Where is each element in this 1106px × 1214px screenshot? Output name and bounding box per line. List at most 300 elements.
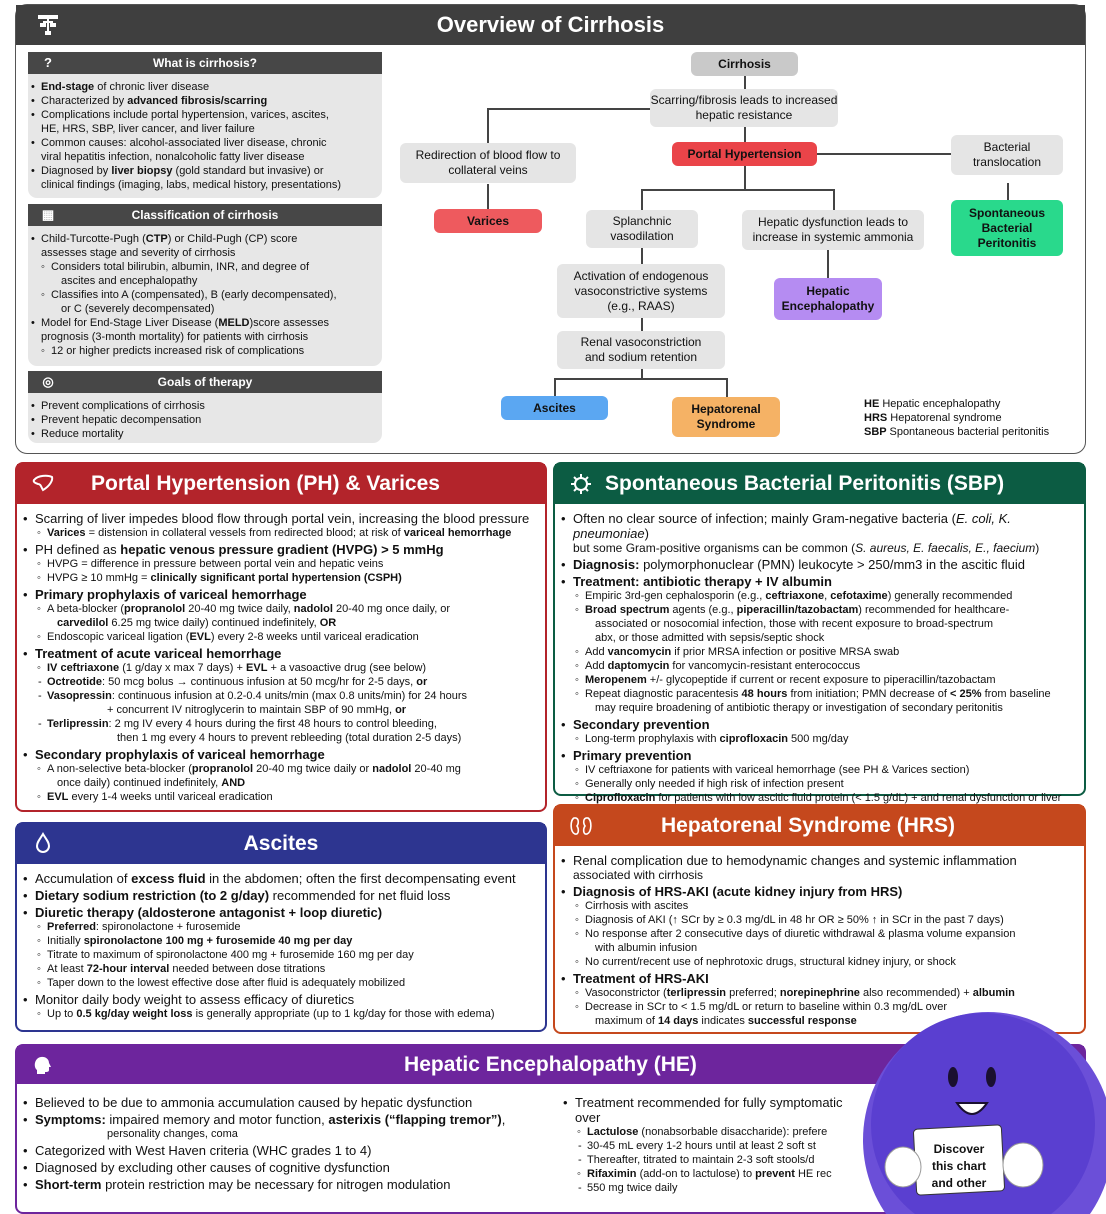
- flow-activation: Activation of endogenous vasoconstrictive systems (e.g., RAAS): [557, 264, 725, 318]
- mascot-left-glove: [885, 1147, 921, 1187]
- text: No response after 2 consecutive days of diuretic withdrawal & plasma volume expansion: [585, 928, 1016, 940]
- classification-list: [28, 226, 382, 358]
- text: +/- glycopeptide if current or recent exposure to piperacillin/tazobactam: [646, 674, 996, 686]
- list-item: [575, 1095, 857, 1125]
- list-item: [35, 511, 535, 526]
- text: clinical findings (imaging, labs, medical history, presentations): [41, 179, 341, 191]
- list-item: [35, 871, 535, 886]
- text: Reduce mortality: [41, 428, 124, 440]
- text: ): [1035, 541, 1040, 555]
- text: = distension in collateral vessels from redirected blood; at risk of: [85, 527, 404, 539]
- text: 20-40 mg: [411, 763, 461, 775]
- list-item: [35, 675, 535, 689]
- text: Common causes: alcohol-associated liver disease, chronic: [41, 137, 327, 149]
- text: Taper down to the lowest effective dose after fluid is adequately mobilized: [47, 977, 406, 989]
- list-item: [35, 717, 535, 731]
- text: 6.25 mg twice daily) continued indefinitely,: [108, 617, 320, 629]
- emphasis: CTP: [145, 233, 168, 245]
- list-item: [573, 732, 1074, 746]
- water-drop-icon: [31, 832, 55, 856]
- text: polymorphonuclear (PMN) leukocyte > 250/mm3 in the ascitic fluid: [639, 557, 1025, 572]
- overview-panel: [15, 4, 1086, 454]
- text: for vancomycin-resistant enterococcus: [669, 660, 861, 672]
- text: associated or nosocomial infection, those with recent exposure to broad-spectrum: [595, 618, 994, 630]
- list-item: [573, 927, 1074, 941]
- flow-hepatic-encephalopathy: Hepatic Encephalopathy: [774, 278, 882, 320]
- text: recommended for net fluid loss: [269, 888, 451, 903]
- list-item: [573, 631, 1074, 645]
- portal-hypertension-panel: [15, 462, 547, 812]
- ascites-header: [17, 824, 545, 864]
- list-item: [573, 603, 1074, 617]
- list-item: [35, 905, 535, 920]
- emphasis: < 25%: [950, 688, 982, 700]
- list-item: [35, 602, 535, 616]
- text: 12 or higher predicts increased risk of complications: [51, 345, 305, 357]
- list-item: [573, 955, 1074, 969]
- emphasis: Primary prevention: [573, 748, 692, 763]
- emphasis: 48 hours: [741, 688, 788, 700]
- text: needed between dose titrations: [169, 963, 326, 975]
- mascot-right-eye: [986, 1067, 996, 1087]
- text: Characterized by: [41, 95, 128, 107]
- text: Diagnosed by: [41, 165, 112, 177]
- ascites-list: [17, 864, 545, 1021]
- list-item: [41, 399, 374, 413]
- text: impaired memory and motor function,: [105, 1112, 329, 1127]
- list-item: [41, 274, 374, 288]
- list-item: [575, 1139, 857, 1153]
- text: Cirrhosis with ascites: [585, 900, 689, 912]
- legend-abbr: HE: [864, 398, 883, 410]
- list-item: [35, 1007, 535, 1021]
- text: Believed to be due to ammonia accumulation caused by hepatic dysfunction: [35, 1095, 473, 1110]
- list-item: [35, 920, 535, 934]
- text: ): [644, 526, 649, 541]
- what-header: [28, 52, 382, 74]
- list-item: [573, 687, 1074, 701]
- text: Repeat diagnostic paracentesis: [585, 688, 742, 700]
- list-item: [35, 557, 535, 571]
- list-item: [35, 888, 535, 903]
- emphasis: Rifaximin: [587, 1168, 637, 1180]
- text: Endoscopic variceal ligation (: [47, 631, 190, 643]
- text: Diagnosed by excluding other causes of cognitive dysfunction: [35, 1160, 390, 1175]
- list-item: [573, 673, 1074, 687]
- list-item: [573, 717, 1074, 732]
- emphasis: norepinephrine: [779, 987, 860, 999]
- list-item: [35, 762, 535, 776]
- abbreviation-legend: [864, 397, 1049, 439]
- emphasis: Octreotide: [47, 676, 103, 688]
- list-item: [35, 630, 535, 644]
- sbp-list: [555, 504, 1084, 819]
- list-item: [573, 557, 1074, 572]
- text: ,: [824, 590, 831, 602]
- text: (nonabsorbable disaccharide): prefere: [638, 1126, 828, 1138]
- hrs-list: [555, 846, 1084, 1028]
- emphasis: propranolol: [124, 603, 186, 615]
- flow-scarring: Scarring/fibrosis leads to increased hepatic resistance: [650, 89, 838, 127]
- list-item: [35, 661, 535, 675]
- emphasis: piperacillin/tazobactam: [736, 604, 859, 616]
- text: 550 mg twice daily: [587, 1182, 678, 1194]
- text: Renal complication due to hemodynamic changes and systemic inflammation: [573, 853, 1017, 868]
- goals-header: [28, 371, 382, 393]
- list-item: [575, 1153, 857, 1167]
- emphasis: Symptoms:: [35, 1112, 106, 1127]
- text: agents (e.g.,: [669, 604, 737, 616]
- list-item: [575, 1167, 857, 1181]
- list-item: [41, 108, 374, 122]
- text: of chronic liver disease: [94, 81, 210, 93]
- emphasis: ciprofloxacin: [719, 733, 788, 745]
- flow-redirection: Redirection of blood flow to collateral veins: [400, 143, 576, 183]
- list-item: [573, 941, 1074, 955]
- emphasis: propranolol: [191, 763, 254, 775]
- emphasis: Broad spectrum: [585, 604, 670, 616]
- list-item: [41, 288, 374, 302]
- emphasis: nadolol: [293, 603, 333, 615]
- text: Thereafter, titrated to maintain 2-3 soft stools/d: [587, 1154, 815, 1166]
- classification-box: [28, 204, 382, 366]
- text: )score assesses: [249, 317, 329, 329]
- emphasis: variceal hemorrhage: [403, 527, 512, 539]
- text: ,: [501, 1112, 506, 1127]
- emphasis: cefotaxime: [830, 590, 888, 602]
- list-item: [35, 790, 535, 804]
- text: 30-45 mL every 1-2 hours until at least 2 soft st: [587, 1140, 816, 1152]
- text: At least: [47, 963, 87, 975]
- text: Prevent complications of cirrhosis: [41, 400, 205, 412]
- flow-portal-hypertension: Portal Hypertension: [672, 142, 817, 166]
- text: Initially: [47, 935, 84, 947]
- legend-abbr: HRS: [864, 412, 891, 424]
- text: A beta-blocker (: [47, 603, 125, 615]
- mascot-character[interactable]: [853, 1015, 1106, 1200]
- list-item: [573, 777, 1074, 791]
- emphasis: clinically significant portal hypertension (CSPH): [150, 572, 402, 584]
- text: (add-on to lactulose) to: [636, 1168, 756, 1180]
- text: : 50 mcg bolus → continuous infusion at 50 mcg/hr for 2-5 days,: [102, 676, 417, 688]
- kidney-icon: [569, 814, 593, 838]
- text: Titrate to maximum of spironolactone 400 mg + furosemide 160 mg per day: [47, 949, 414, 961]
- emphasis: asterixis (“flapping tremor”): [328, 1112, 502, 1127]
- legend-full: Spontaneous bacterial peritonitis: [889, 426, 1050, 438]
- list-item: [35, 934, 535, 948]
- text: in the abdomen; often the first decompensating event: [205, 871, 516, 886]
- emphasis: albumin: [972, 987, 1015, 999]
- mascot-right-glove: [1003, 1143, 1043, 1187]
- flow-ascites: Ascites: [501, 396, 608, 420]
- emphasis: Meropenem: [585, 674, 647, 686]
- text: if prior MRSA infection or positive MRSA swab: [671, 646, 900, 658]
- text: preferred;: [726, 987, 780, 999]
- text: from baseline: [981, 688, 1051, 700]
- list-item: [41, 330, 374, 344]
- legend-abbr: SBP: [864, 426, 890, 438]
- list-item: [35, 962, 535, 976]
- list-item: [573, 617, 1074, 631]
- goals-box: [28, 371, 382, 443]
- emphasis: 14 days: [657, 1015, 699, 1027]
- text: personality changes, coma: [107, 1128, 238, 1140]
- emphasis: daptomycin: [607, 660, 670, 672]
- text: Add: [585, 646, 608, 658]
- emphasis: Diagnosis:: [573, 557, 640, 572]
- emphasis: Treatment of acute variceal hemorrhage: [35, 646, 282, 661]
- list-item: [35, 689, 535, 703]
- text: HVPG = difference in pressure between portal vein and hepatic veins: [47, 558, 384, 570]
- goals-list: [28, 393, 382, 441]
- emphasis: OR: [319, 617, 337, 629]
- sbp-header: [555, 464, 1084, 504]
- sbp-title: Spontaneous Bacterial Peritonitis (SBP): [605, 472, 1005, 495]
- list-item: [41, 94, 374, 108]
- text: indicates: [698, 1015, 748, 1027]
- text: 20-40 mg twice daily or: [253, 763, 373, 775]
- text: Considers total bilirubin, albumin, INR, and degree of: [51, 261, 310, 273]
- list-item: [35, 1160, 537, 1175]
- text: Model for End-Stage Liver Disease (: [41, 317, 219, 329]
- emphasis: End-stage: [41, 81, 95, 93]
- emphasis: IV ceftriaxone: [47, 662, 120, 674]
- text: Long-term prophylaxis with: [585, 733, 720, 745]
- list-item: [573, 701, 1074, 715]
- flow-sbp: Spontaneous Bacterial Peritonitis: [951, 200, 1063, 256]
- text: Vasoconstrictor (: [585, 987, 667, 999]
- ascites-title: Ascites: [243, 832, 319, 855]
- text: every 1-4 weeks until variceal eradication: [68, 791, 273, 803]
- text: 20-40 mg once daily, or: [332, 603, 451, 615]
- emphasis: excess fluid: [131, 871, 206, 886]
- list-item: [35, 747, 535, 762]
- emphasis: Secondary prophylaxis of variceal hemorrhage: [35, 747, 325, 762]
- list-item: [35, 616, 535, 630]
- text: + concurrent IV nitroglycerin to maintain SBP of 90 mmHg,: [107, 704, 396, 716]
- hrs-header: [555, 806, 1084, 846]
- text: viral hepatitis infection, nonalcoholic fatty liver disease: [41, 151, 305, 163]
- list-item: [35, 992, 535, 1007]
- what-title: What is cirrhosis?: [152, 56, 258, 70]
- list-item: [41, 316, 374, 330]
- text: prognosis (3-month mortality) for patients with cirrhosis: [41, 331, 309, 343]
- list-item: [35, 526, 535, 540]
- text: Empiric 3rd-gen cephalosporin (e.g.,: [585, 590, 766, 602]
- text: Diagnosis of AKI (↑ SCr by ≥ 0.3 mg/dL in 48 hr OR ≥ 50% ↑ in SCr in the past 7 days): [585, 914, 1004, 926]
- text: A non-selective beta-blocker (: [47, 763, 192, 775]
- emphasis: 72-hour interval: [86, 963, 170, 975]
- text: is generally appropriate (up to 1 kg/day for those with edema): [192, 1008, 495, 1020]
- text: HVPG ≥ 10 mmHg =: [47, 572, 151, 584]
- text: 20-40 mg twice daily,: [185, 603, 294, 615]
- emphasis: Treatment: antibiotic therapy + IV albumin: [573, 574, 832, 589]
- list-item: [41, 302, 374, 316]
- text: ) every 2-8 weeks until variceal eradication: [210, 631, 419, 643]
- what-is-cirrhosis-box: [28, 52, 382, 198]
- table-icon: ▦: [41, 207, 55, 222]
- text: 500 mg/day: [787, 733, 849, 745]
- flow-renal: Renal vasoconstriction and sodium retention: [557, 331, 725, 369]
- emphasis: liver biopsy: [111, 165, 173, 177]
- text: Scarring of liver impedes blood flow through portal vein, increasing the blood pressure: [35, 511, 530, 526]
- text: or C (severely decompensated): [61, 303, 215, 315]
- legend-full: Hepatorenal syndrome: [890, 412, 1002, 424]
- text: PH defined as: [35, 542, 121, 557]
- he-left-list: [17, 1088, 547, 1192]
- emphasis: Diuretic therapy (aldosterone antagonist + loop diuretic): [35, 905, 383, 920]
- emphasis: terlipressin: [666, 987, 727, 999]
- ph-title: Portal Hypertension (PH) & Varices: [91, 472, 440, 495]
- list-item: [35, 587, 535, 602]
- list-item: [35, 1112, 537, 1127]
- text: Generally only needed if high risk of infection present: [585, 778, 844, 790]
- text: Classifies into A (compensated), B (early decompensated),: [51, 289, 337, 301]
- question-icon: ?: [44, 55, 52, 70]
- emphasis: hepatic venous pressure gradient (HVPG) > 5 mmHg: [120, 542, 444, 557]
- list-item: [573, 541, 1074, 555]
- text: (gold standard but invasive) or: [172, 165, 324, 177]
- list-item: [573, 884, 1074, 899]
- text: : spironolactone + furosemide: [95, 921, 241, 933]
- list-item: [41, 413, 374, 427]
- list-item: [573, 574, 1074, 589]
- text: Complications include portal hypertension, varices, ascites,: [41, 109, 329, 121]
- text: Often no clear source of infection; mainly Gram-negative bacteria (: [573, 511, 956, 526]
- brain-head-icon: [31, 1054, 55, 1078]
- list-item: [573, 986, 1074, 1000]
- overview-header: [16, 5, 1085, 45]
- hrs-panel: [553, 804, 1086, 1034]
- list-item: [35, 776, 535, 790]
- text: ) or Child-Pugh (CP) score: [167, 233, 298, 245]
- text: No current/recent use of nephrotoxic drugs, structural kidney injury, or shock: [585, 956, 956, 968]
- text: Prevent hepatic decompensation: [41, 414, 202, 426]
- list-item: [35, 571, 535, 585]
- emphasis: Diagnosis of HRS-AKI (acute kidney injury from HRS): [573, 884, 903, 899]
- emphasis: ceftriaxone: [765, 590, 825, 602]
- list-item: [575, 1181, 857, 1195]
- text: once daily) continued indefinitely,: [57, 777, 222, 789]
- legend-entry: [864, 425, 1049, 439]
- legend-full: Hepatic encephalopathy: [882, 398, 1001, 410]
- list-item: [41, 246, 374, 260]
- emphasis: or: [395, 704, 407, 716]
- list-item: [41, 232, 374, 246]
- emphasis: Secondary prevention: [573, 717, 710, 732]
- flow-splanchnic: Splanchnic vasodilation: [586, 210, 698, 248]
- emphasis: spironolactone 100 mg + furosemide 40 mg per day: [83, 935, 353, 947]
- emphasis: nadolol: [372, 763, 412, 775]
- list-item: [573, 853, 1074, 868]
- classification-title: Classification of cirrhosis: [131, 208, 279, 222]
- text: Add: [585, 660, 608, 672]
- emphasis: Ciprofloxacin: [585, 792, 656, 804]
- list-item: [41, 150, 374, 164]
- emphasis: EVL: [47, 791, 69, 803]
- legend-entry: [864, 411, 1049, 425]
- text: : continuous infusion at 0.2-0.4 units/min (max 0.8 units/min) for 24 hours: [111, 690, 468, 702]
- ph-list: [17, 504, 545, 804]
- text: for patients with low ascitic fluid protein (< 1.5 g/dL) + and renal dysfunction or liver: [658, 792, 1062, 804]
- text: associated with cirrhosis: [573, 868, 704, 882]
- he-right-list: [557, 1088, 867, 1195]
- emphasis: prevent: [755, 1168, 795, 1180]
- text: Treatment recommended for fully symptomatic over: [575, 1095, 843, 1125]
- emphasis: Lactulose: [587, 1126, 639, 1138]
- goals-title: Goals of therapy: [157, 375, 253, 389]
- ph-header: [17, 464, 545, 504]
- list-item: [41, 136, 374, 150]
- he-title: Hepatic Encephalopathy (HE): [404, 1053, 697, 1076]
- ascites-panel: [15, 822, 547, 1032]
- emphasis: EVL: [246, 662, 268, 674]
- liver-icon: [31, 472, 55, 496]
- text: Monitor daily body weight to assess efficacy of diuretics: [35, 992, 355, 1007]
- flow-hepatic-dysfunction: Hepatic dysfunction leads to increase in systemic ammonia: [742, 210, 924, 250]
- emphasis: carvedilol: [57, 617, 109, 629]
- flow-hepatorenal: Hepatorenal Syndrome: [672, 397, 780, 437]
- list-item: [41, 344, 374, 358]
- hrs-title: Hepatorenal Syndrome (HRS): [661, 814, 956, 837]
- emphasis: successful response: [747, 1015, 857, 1027]
- list-item: [35, 542, 535, 557]
- list-item: [35, 703, 535, 717]
- text: but some Gram-positive organisms can be common (: [573, 541, 856, 555]
- target-icon: ◎: [42, 374, 54, 389]
- emphasis: Preferred: [47, 921, 96, 933]
- sbp-panel: [553, 462, 1086, 804]
- text: + a vasoactive drug (see below): [267, 662, 427, 674]
- list-item: [41, 178, 374, 192]
- text: Child-Turcotte-Pugh (: [41, 233, 146, 245]
- text: ) recommended for healthcare-: [858, 604, 1010, 616]
- text: Decrease in SCr to < 1.5 mg/dL or return to baseline within 0.3 mg/dL over: [585, 1001, 948, 1013]
- emphasis: Dietary sodium restriction (to 2 g/day): [35, 888, 270, 903]
- text: : 2 mg IV every 4 hours during the first 48 hours to control bleeding,: [108, 718, 437, 730]
- flow-varices: Varices: [434, 209, 542, 233]
- text: protein restriction may be necessary for nitrogen modulation: [101, 1177, 451, 1192]
- list-item: [573, 899, 1074, 913]
- list-item: [35, 1143, 537, 1158]
- text: assesses stage and severity of cirrhosis: [41, 247, 236, 259]
- list-item: [573, 1000, 1074, 1014]
- text: then 1 mg every 4 hours to prevent rebleeding (total duration 2-5 days): [117, 732, 462, 744]
- list-item: [35, 1177, 537, 1192]
- mascot-left-eye: [948, 1067, 958, 1087]
- list-item: [575, 1125, 857, 1139]
- text: also recommended) +: [859, 987, 973, 999]
- text: from initiation; PMN decrease of: [787, 688, 951, 700]
- list-item: [573, 659, 1074, 673]
- text: HE, HRS, SBP, liver cancer, and liver failure: [41, 123, 255, 135]
- text: Categorized with West Haven criteria (WHC grades 1 to 4): [35, 1143, 372, 1158]
- text: (1 g/day x max 7 days) +: [119, 662, 247, 674]
- flow-bacterial-translocation: Bacterial translocation: [951, 135, 1063, 175]
- text: with albumin infusion: [595, 942, 698, 954]
- emphasis: Primary prophylaxis of variceal hemorrhage: [35, 587, 307, 602]
- text: maximum of: [595, 1015, 658, 1027]
- emphasis: vancomycin: [607, 646, 672, 658]
- emphasis: Vasopressin: [47, 690, 112, 702]
- text: ascites and encephalopathy: [61, 275, 198, 287]
- text: HE rec: [794, 1168, 832, 1180]
- organism-name: S. aureus, E. faecalis, E., faecium: [855, 541, 1036, 555]
- list-item: [41, 80, 374, 94]
- mascot-text-2: this chart: [931, 1159, 987, 1173]
- list-item: [573, 868, 1074, 882]
- text: ) generally recommended: [887, 590, 1013, 602]
